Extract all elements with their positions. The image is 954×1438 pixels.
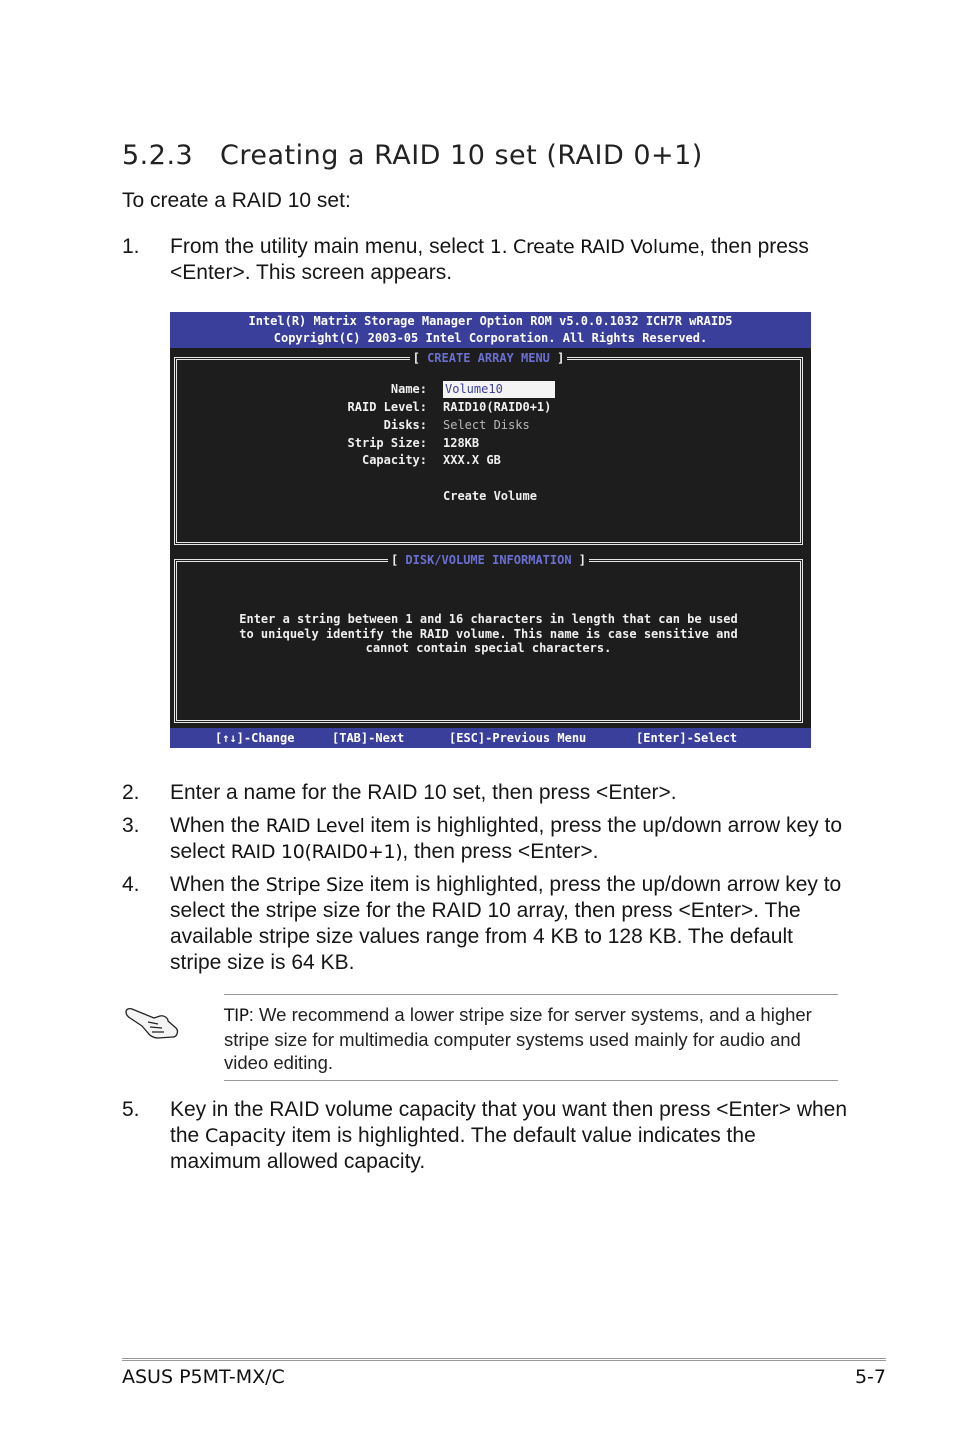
- create-array-title: CREATE ARRAY MENU: [427, 351, 550, 365]
- name-field[interactable]: [443, 381, 555, 398]
- bios-footer: [170, 728, 811, 748]
- step-text-part: , then press <Enter>.: [402, 840, 599, 863]
- footer-page-number: 5-7: [854, 1366, 886, 1388]
- step-text-part: When the: [170, 814, 266, 837]
- info-line: Enter a string between 1 and 16 characters in length that can be used: [239, 612, 738, 626]
- step-text: [170, 234, 850, 286]
- bios-header: [170, 312, 811, 348]
- section-number: 5.2.3: [122, 140, 194, 171]
- step-text-part: , then press <Enter>. This screen appears.: [170, 235, 809, 284]
- step-number: 3.: [122, 814, 140, 837]
- footer-product: ASUS P5MT-MX/C: [122, 1366, 285, 1388]
- step-text-part: From the utility main menu, select: [170, 235, 490, 258]
- tip-divider-bottom: [224, 1080, 838, 1081]
- step-text-part: Key in the RAID volume capacity that you want then press <Enter> when the: [170, 1098, 848, 1147]
- footer-divider: [122, 1358, 886, 1361]
- tip-label: TIP: [224, 1006, 249, 1026]
- section-title: Creating a RAID 10 set (RAID 0+1): [220, 140, 703, 171]
- step-number: 2.: [122, 781, 140, 804]
- bios-screen: [170, 312, 811, 748]
- strip-size-label: Strip Size:: [347, 436, 427, 450]
- create-volume-button[interactable]: Create Volume: [443, 489, 537, 503]
- info-line: to uniquely identify the RAID volume. This name is case sensitive and: [239, 626, 738, 641]
- capacity-label: Capacity:: [361, 453, 427, 467]
- pointing-hand-icon: [124, 1004, 180, 1044]
- intro-text: To create a RAID 10 set:: [122, 189, 351, 212]
- step-text: [170, 813, 850, 865]
- bios-header-title: Intel(R) Matrix Storage Manager Option ROM v5.0.0.1032 ICH7R wRAID5: [248, 314, 733, 328]
- tip-body: : We recommend a lower stripe size for server systems, and a higher stripe size for multimedia computer systems used mainly for audio and video editing.: [224, 1004, 812, 1073]
- bios-header-copyright: Copyright(C) 2003-05 Intel Corporation. All Rights Reserved.: [273, 331, 708, 345]
- raid-level-highlight: RAID Level: [265, 815, 365, 837]
- tip-divider-top: [224, 994, 838, 995]
- raid-level-value[interactable]: RAID10(RAID0+1): [443, 400, 552, 414]
- section-heading: [122, 140, 703, 171]
- step-text-part: item is highlighted, press the up/down arrow key to select: [170, 814, 843, 863]
- footer-change-hint: [↑↓]-Change: [215, 731, 295, 745]
- step-number: 5.: [122, 1098, 140, 1121]
- menu-item-highlight: 1. Create RAID Volume: [489, 236, 700, 258]
- name-input[interactable]: Volume10: [443, 381, 555, 398]
- footer-select-hint: [Enter]-Select: [636, 731, 738, 745]
- step-number: 1.: [122, 235, 140, 258]
- step-text-part: item is highlighted. The default value indicates the maximum allowed capacity.: [170, 1124, 756, 1173]
- capacity-value[interactable]: XXX.X GB: [443, 453, 501, 467]
- disks-label: Disks:: [383, 418, 427, 432]
- disks-value[interactable]: Select Disks: [443, 418, 530, 432]
- step-text-part: When the: [170, 873, 266, 896]
- tip-text: [224, 1003, 834, 1074]
- info-text: [177, 612, 800, 656]
- create-array-panel: [ CREATE ARRAY MENU ] Name: Volume10 RAID Level: RAID10(RAID0+1) Disks: Select Disks Strip Size: 128KB Capacity: XXX.X GB Create Volume: [174, 357, 803, 545]
- stripe-size-highlight: Stripe Size: [265, 874, 364, 896]
- step-number: 4.: [122, 873, 140, 896]
- step-text: Enter a name for the RAID 10 set, then press <Enter>.: [170, 781, 677, 804]
- info-line: cannot contain special characters.: [365, 641, 612, 655]
- strip-size-value[interactable]: 128KB: [443, 436, 480, 450]
- name-label: Name:: [390, 382, 427, 396]
- step-text-part: item is highlighted, press the up/down arrow key to select the stripe size for the RAID 10 array, then press <Enter>. The available stripe size values range from 4 KB to 128 KB. The default stripe size is 64 KB.: [170, 873, 842, 974]
- footer-previous-hint: [ESC]-Previous Menu: [449, 731, 587, 745]
- footer-next-hint: [TAB]-Next: [332, 731, 405, 745]
- step-text: [170, 872, 850, 976]
- raid10-highlight: RAID 10(RAID0+1): [230, 841, 403, 863]
- capacity-highlight: Capacity: [205, 1125, 286, 1147]
- step-text: [170, 1097, 850, 1175]
- raid-level-label: RAID Level:: [347, 400, 427, 414]
- disk-volume-info-title: DISK/VOLUME INFORMATION: [405, 553, 572, 567]
- disk-volume-info-panel: [ DISK/VOLUME INFORMATION ] Enter a string between 1 and 16 characters in length that can be used to uniquely identify the RAID volume. This name is case sensitive and cannot contain special characters.: [174, 559, 803, 723]
